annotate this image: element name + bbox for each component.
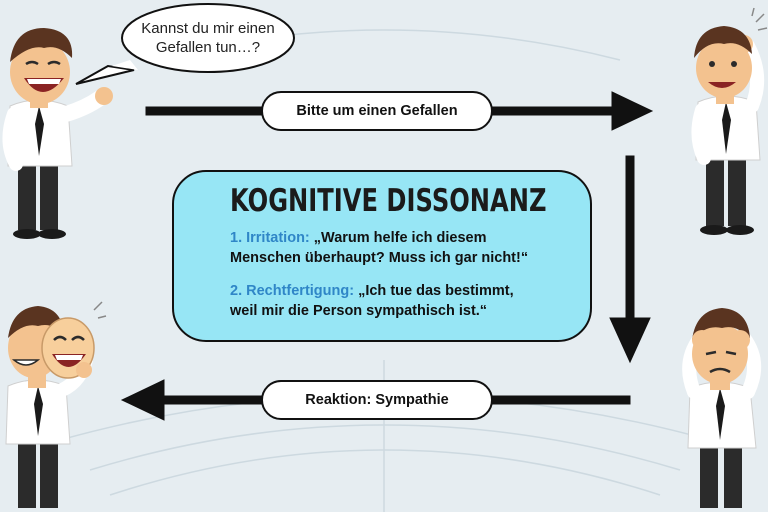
bottom-arrow-label: Reaktion: Sympathie: [261, 380, 493, 420]
point-justification-text-2: weil mir die Person sympathisch ist.“: [230, 303, 488, 319]
right-arrow-shaft: [626, 156, 634, 324]
top-arrowhead: [612, 92, 652, 130]
point-justification-label: 2. Rechtfertigung:: [230, 283, 355, 299]
point-justification: [230, 281, 570, 321]
point-irritation-text-1: „Warum helfe ich diesem: [313, 230, 487, 246]
point-justification-text-1: „Ich tue das bestimmt,: [358, 283, 514, 299]
speech-bubble-line-1: Kannst du mir einen: [141, 20, 275, 37]
bottom-arrowhead: [122, 380, 164, 420]
point-irritation-label: 1. Irritation:: [230, 230, 310, 246]
top-arrow-label: Bitte um einen Gefallen: [261, 91, 493, 131]
point-irritation-text-2: Menschen überhaupt? Muss ich gar nicht!“: [230, 250, 529, 266]
speech-bubble-line-2: Gefallen tun…?: [155, 39, 261, 56]
point-irritation: [230, 228, 570, 268]
box-title: KOGNITIVE DISSONANZ: [230, 183, 547, 219]
right-arrowhead: [610, 318, 650, 362]
cognitive-dissonance-box: [172, 170, 592, 342]
